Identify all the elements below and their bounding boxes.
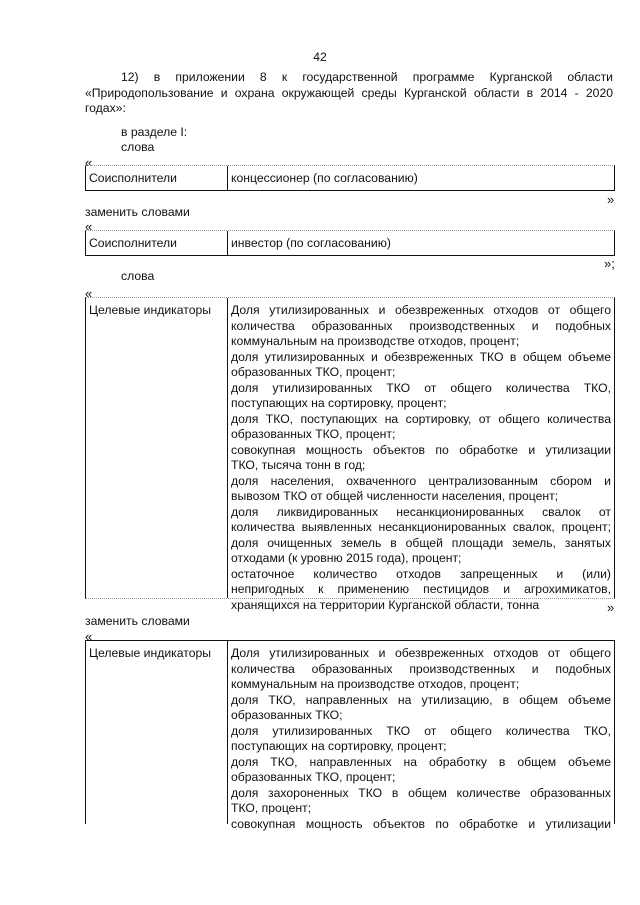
- indicator-line: коммунальным на производстве отходов, процент;: [231, 334, 520, 348]
- section-label: в разделе I:: [121, 125, 188, 139]
- intro-line: годах»:: [85, 101, 126, 115]
- close-quote: »: [607, 600, 615, 615]
- replace-with-label: заменить словами: [85, 614, 190, 628]
- table-coexecutors-old: [85, 165, 615, 191]
- table-label: Соисполнители: [89, 236, 177, 250]
- table-indicators-old: [85, 297, 615, 612]
- indicator-line: совокупная мощность объектов по обработке и утилизации: [231, 442, 611, 457]
- indicator-line: количества образованных производственных и подобных: [231, 661, 611, 676]
- intro-line: 12) в приложении 8 к государственной программе Курганской области: [121, 70, 613, 84]
- table-label: Целевые индикаторы: [89, 646, 212, 660]
- indicator-line: доля утилизированных ТКО от общего количества ТКО,: [231, 380, 611, 395]
- open-quote: «: [85, 286, 93, 301]
- table-divider: [227, 298, 228, 598]
- table-value: инвестор (по согласованию): [231, 236, 391, 250]
- indicator-line: доля ТКО, направленных на обработку в общем объеме: [231, 754, 611, 769]
- indicator-line: вывозом ТКО от общей численности населения, процент;: [231, 489, 559, 503]
- replace-with-label: заменить словами: [85, 205, 190, 219]
- indicator-line: доля утилизированных ТКО от общего количества ТКО,: [231, 723, 611, 738]
- indicator-line: доля населения, охваченного централизованным сбором и: [231, 473, 611, 488]
- indicator-line: остаточное количество отходов запрещенных и (или): [231, 566, 611, 581]
- intro-line: «Природопользование и охрана окружающей среды Курганской области в 2014 - 2020: [85, 85, 613, 100]
- table-divider: [227, 166, 228, 190]
- table-divider: [227, 231, 228, 255]
- close-quote-semicolon: »;: [604, 256, 615, 271]
- intro-paragraph: [85, 70, 613, 117]
- table-divider: [227, 641, 228, 824]
- indicator-line: коммунальным на производстве отходов, процент;: [231, 677, 520, 691]
- indicator-line: доля ТКО, поступающих на сортировку, от общего количества: [231, 411, 611, 426]
- indicator-line: образованных ТКО;: [231, 708, 343, 722]
- table-value: концессионер (по согласованию): [231, 171, 418, 185]
- indicator-line: количества образованных производственных и подобных: [231, 318, 611, 333]
- indicator-line: Доля утилизированных и обезвреженных отходов от общего: [231, 303, 611, 317]
- word-slova: слова: [121, 140, 155, 154]
- indicator-line: ТКО, тысяча тонн в год;: [231, 458, 366, 472]
- indicator-line: доля утилизированных и обезвреженных ТКО в общем объеме: [231, 349, 611, 364]
- indicator-line: образованных ТКО, процент;: [231, 365, 396, 379]
- indicator-line: ТКО, процент;: [231, 801, 312, 815]
- table-indicators-new: [85, 640, 615, 831]
- indicator-line: непригодных к применению пестицидов и агрохимикатов,: [231, 582, 611, 596]
- close-quote: »: [607, 192, 615, 207]
- word-slova: слова: [121, 269, 155, 283]
- open-quote: «: [85, 155, 93, 170]
- indicator-line: поступающих на сортировку, процент;: [231, 739, 447, 753]
- open-quote: «: [85, 219, 93, 234]
- indicator-line: образованных ТКО, процент;: [231, 770, 396, 784]
- indicator-line: отходами (к уровню 2015 года), процент;: [231, 551, 462, 565]
- table-value: [231, 303, 611, 613]
- table-value: [231, 646, 611, 832]
- open-quote: «: [85, 629, 93, 644]
- indicator-line: количества выявленных несанкционированных свалок, процент;: [231, 520, 611, 534]
- indicator-line: доля захороненных ТКО в общем количестве образованных: [231, 785, 611, 800]
- indicator-line: хранящихся на территории Курганской области, тонна: [231, 597, 540, 612]
- indicator-line: совокупная мощность объектов по обработке и утилизации: [231, 816, 611, 831]
- indicator-line: образованных ТКО, процент;: [231, 427, 396, 441]
- indicator-line: Доля утилизированных и обезвреженных отходов от общего: [231, 646, 611, 660]
- indicator-line: поступающих на сортировку, процент;: [231, 396, 447, 410]
- indicator-line: доля очищенных земель в общей площади земель, занятых: [231, 535, 611, 550]
- table-coexecutors-new: [85, 230, 615, 256]
- table-label: Целевые индикаторы: [89, 303, 212, 317]
- indicator-line: доля ТКО, направленных на утилизацию, в общем объеме: [231, 692, 611, 707]
- table-label: Соисполнители: [89, 171, 177, 185]
- page-number: 42: [313, 50, 327, 64]
- indicator-line: доля ликвидированных несанкционированных свалок от: [231, 504, 611, 519]
